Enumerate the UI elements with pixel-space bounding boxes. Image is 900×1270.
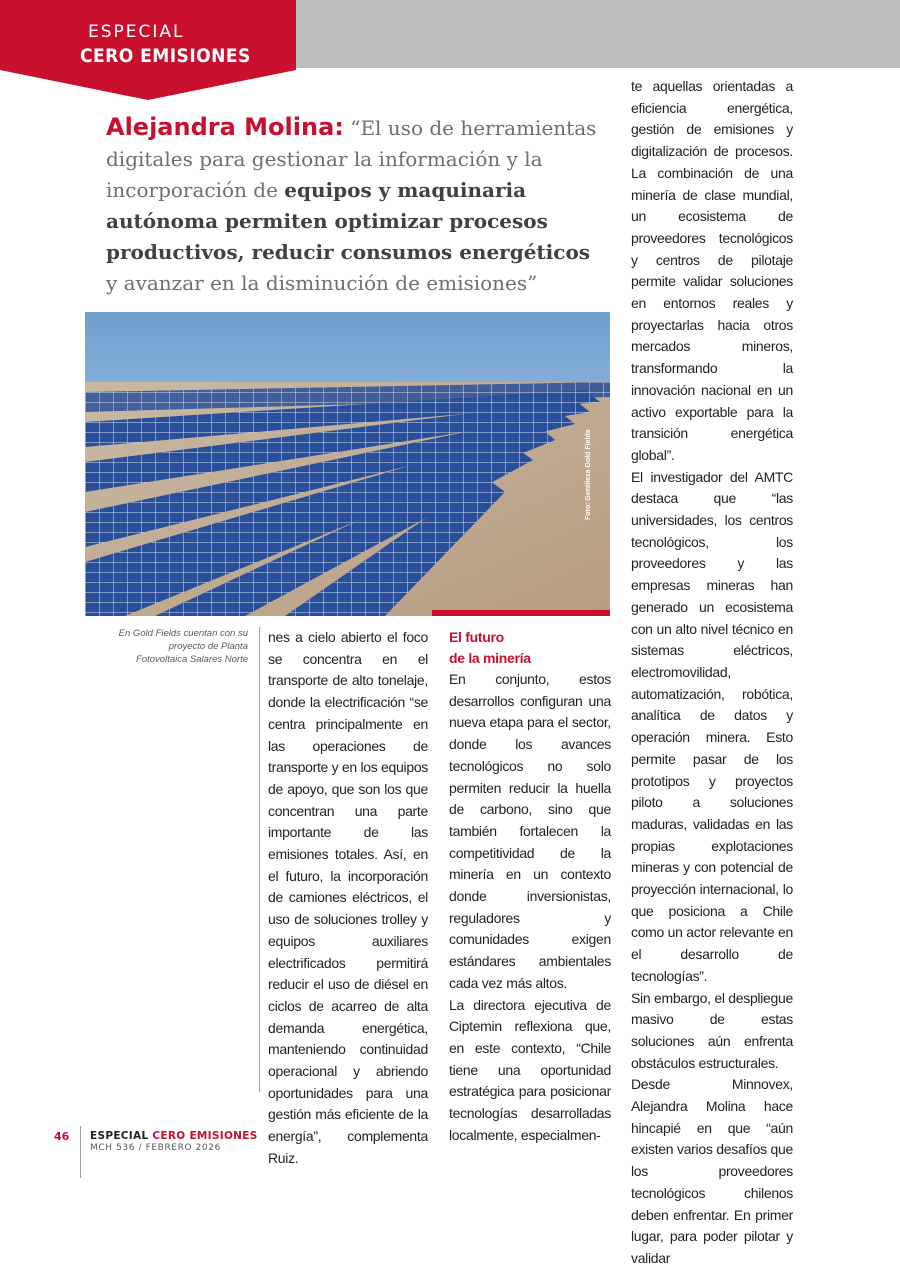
paragraph: nes a cielo abierto el foco se concentra en el transporte de alto tonelaje, donde la electrificación “se centra principalmente en las operaciones de transporte y en los equipos de apoyo, que son los que concentran una parte importante de las emisiones totales. Así, en el futuro, la incorporación de camiones eléctricos, el uso de soluciones trolley y equipos auxiliares electrificados permitirá reducir el uso de diésel en ciclos de acarreo de alta demanda energética, manteniendo continuidad operacional y abriendo oportunidades para una gestión más eficiente de la energía”, complementa Ruiz. (268, 629, 429, 1166)
paragraph: Sin embargo, el despliegue masivo de estas soluciones aún enfrenta obstáculos estructurales. (631, 989, 793, 1071)
paragraph: La directora ejecutiva de Ciptemin reflexiona que, en este contexto, “Chile tiene una oportunidad estratégica para posicionar tecnologías desarrolladas localmente, especialmen- (449, 996, 611, 1143)
page-number: 46 (54, 1130, 70, 1143)
caption-divider (259, 627, 260, 1092)
paragraph: te aquellas orientadas a eficiencia energética, gestión de emisiones y digitalización de procesos. La combinación de una minería de clase mundial, un ecosistema de proveedores tecnológicos y centros de pilotaje permite validar soluciones en entornos reales y proyectarlas hacia otros mercados mineros, transformando la innovación nacional en un activo exportable para la transición energética global”. (631, 78, 793, 463)
solar-plant-photo (85, 312, 610, 616)
section-label: ESPECIAL (88, 22, 185, 42)
photo-caption: En Gold Fields cuentan con su proyecto de Planta Fotovoltaica Salares Norte (118, 628, 248, 665)
column-2 (449, 627, 611, 1146)
footer-topic: CERO EMISIONES (152, 1130, 258, 1142)
header-gray-band (290, 0, 900, 68)
footer-issue: MCH 536 / FEBRERO 2026 (90, 1143, 221, 1153)
footer-divider (80, 1126, 81, 1178)
headline-name: Alejandra Molina: (106, 113, 344, 141)
column-3 (631, 76, 793, 1270)
paragraph: En conjunto, estos desarrollos configuran una nueva etapa para el sector, donde los avances tecnológicos no solo permiten reducir la huella de carbono, sino que también fortalecen la competitividad de la minería en un contexto donde inversionistas, reguladores y comunidades exigen estándares ambientales cada vez más altos. (449, 671, 611, 991)
section-topic: CERO EMISIONES (80, 45, 251, 67)
footer-section (90, 1130, 258, 1142)
footer-section-label: ESPECIAL (90, 1130, 149, 1142)
paragraph: El investigador del AMTC destaca que “las universidades, los centros tecnológicos, los proveedores y las empresas mineras han generado un ecosistema con un alto nivel técnico en sistemas eléctricos, electromovilidad, automatización, robótica, analítica de datos y operación minera. Esto permite pasar de los prototipos y proyectos piloto a soluciones maduras, validadas en las propias explotaciones mineras y con potencial de proyección internacional, lo que posiciona a Chile como un actor relevante en el desarrollo de tecnologías”. (631, 468, 793, 984)
headline-text-2: y avanzar en la disminución de emisiones” (106, 271, 538, 295)
column-1 (268, 627, 428, 1170)
subheading-line-1: El futuro (449, 629, 504, 645)
accent-rule (432, 610, 610, 616)
headline-quote (106, 112, 606, 299)
paragraph: Desde Minnovex, Alejandra Molina hace hincapié en que “aún existen varios desafíos que los proveedores tecnológicos chilenos deben enfrentar. En primer lugar, para poder pilotar y validar (631, 1076, 793, 1266)
headline-bold: equipos y maquinaria autónoma permiten optimizar procesos productivos, reducir consumos energéticos (106, 178, 591, 264)
photo-credit: Foto: Gentileza Gold Fields (585, 429, 592, 520)
subheading-line-2: de la minería (449, 650, 531, 666)
headline-text-1: “El uso de herramientas digitales para gestionar la información y la incorporación de (106, 116, 597, 202)
